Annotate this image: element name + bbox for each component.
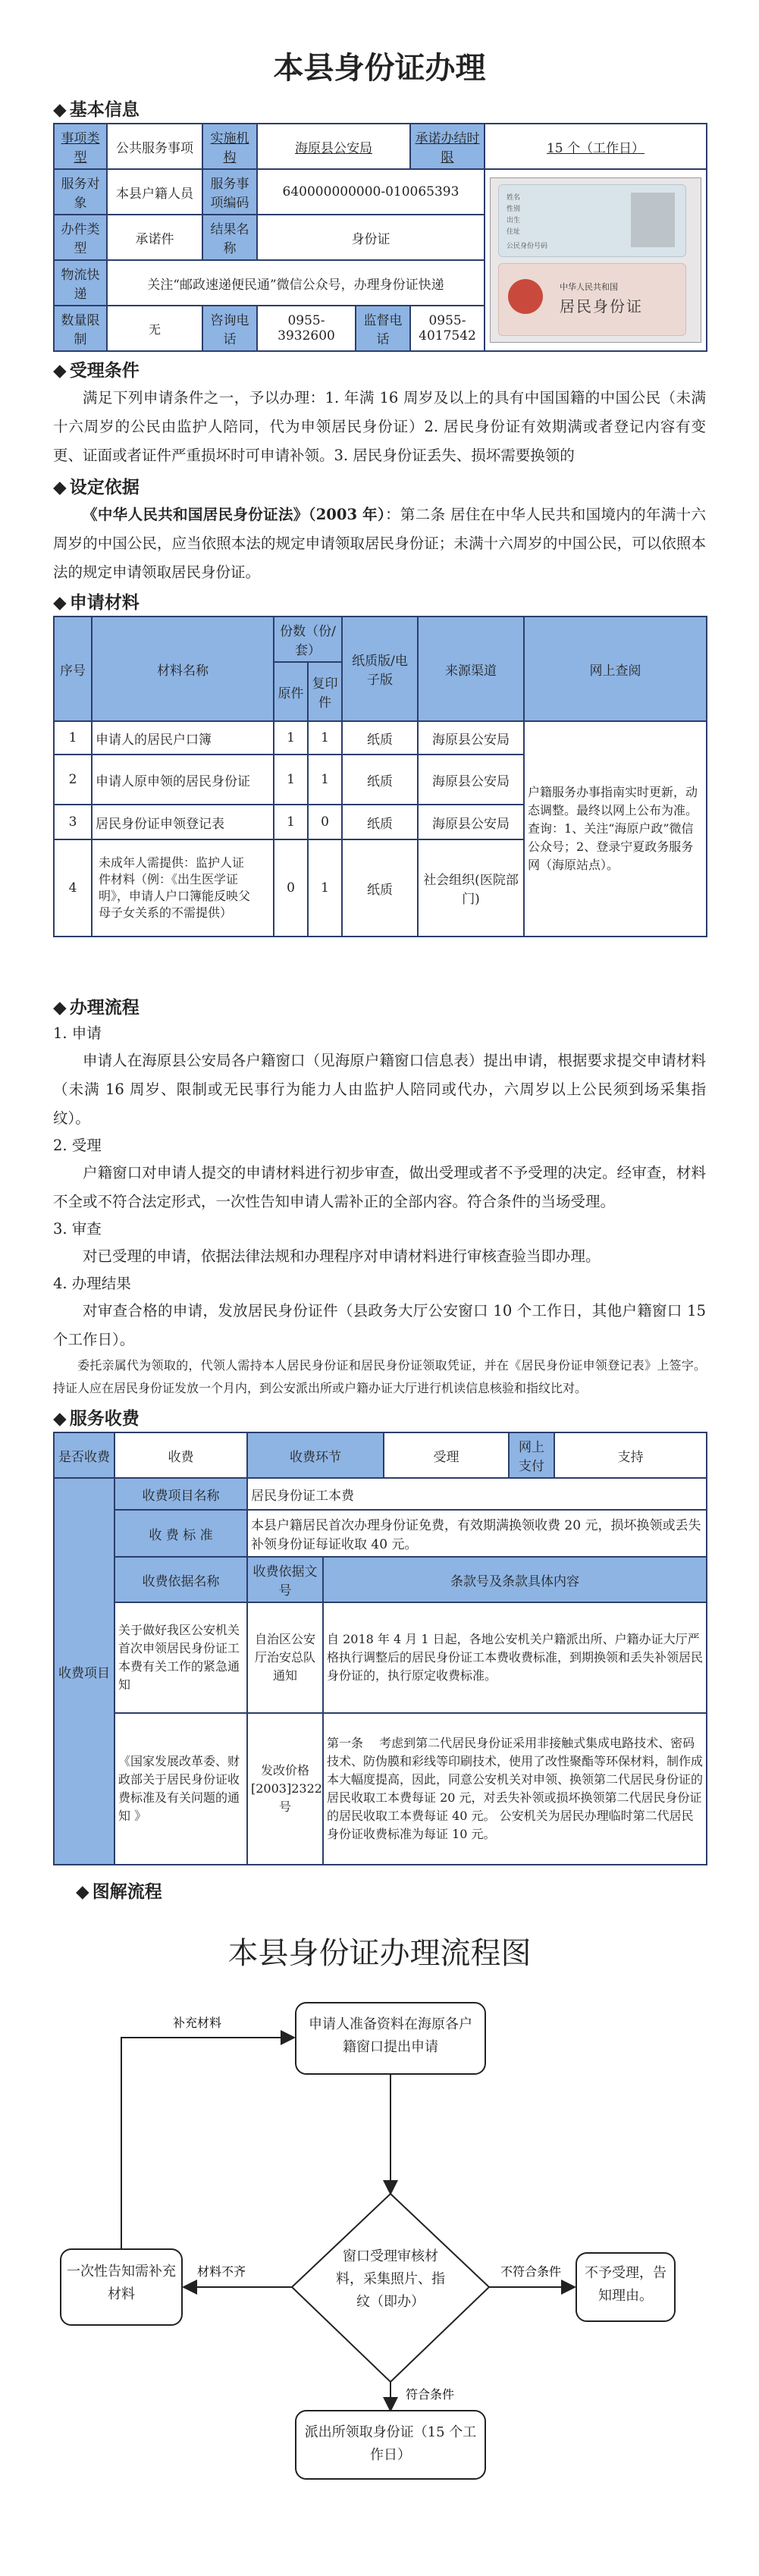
step-text: 申请人在海原县公安局各户籍窗口（见海原户籍窗口信息表）提出申请，根据要求提交申请材料（未满 16 周岁、限制或无民事行为能力人由监护人陪同或代办，六周岁以上公民须到场采集指纹）。 xyxy=(53,1052,706,1127)
id-card-front xyxy=(498,184,686,257)
mat-name: 居民身份证申领登记表 xyxy=(92,805,274,839)
mat-no: 4 xyxy=(54,839,92,937)
flow-apply-text: 申请人准备资料在海原各户籍窗口提出申请 xyxy=(309,2016,472,2055)
basis-law: 《中华人民共和国居民身份证法》（2003 年） xyxy=(83,506,386,523)
flow-review-text: 窗口受理审核材料，采集照片、指纹（即办） xyxy=(336,2248,445,2310)
basic-info-table xyxy=(53,123,707,352)
table-row xyxy=(54,1713,707,1865)
step-title: 1. 申请 xyxy=(53,1024,102,1042)
online-pay-label: 网上支付 xyxy=(509,1432,554,1478)
mat-medium: 纸质 xyxy=(342,721,418,755)
id-back-line2: 居民身份证 xyxy=(560,297,643,315)
fee-basis-name: 《国家发展改革委、财政部关于居民身份证收费标准及有关问题的通知 》 xyxy=(114,1713,247,1865)
mat-original: 0 xyxy=(274,839,308,937)
supervise-value: 0955-4017542 xyxy=(410,306,485,351)
mat-header-copy: 复印件 xyxy=(308,662,342,721)
flowchart xyxy=(53,1988,706,2488)
mat-online-note: 户籍服务办事指南实时更新，动态调整。最终以网上公布为准。查询：1、关注“海原户政”微信公众号；2、登录宁夏政务服务网（海原站点）。 xyxy=(524,721,707,937)
charge-label: 是否收费 xyxy=(54,1432,114,1478)
mat-header-no: 序号 xyxy=(54,617,92,721)
mat-header-name: 材料名称 xyxy=(92,617,274,721)
emblem-icon xyxy=(508,279,543,314)
flow-result-text: 派出所领取身份证（15 个工作日） xyxy=(304,2424,477,2463)
id-photo xyxy=(631,193,675,247)
stage-value: 受理 xyxy=(384,1432,509,1478)
service-type-value: 公共服务事项 xyxy=(107,124,202,169)
mat-original: 1 xyxy=(274,721,308,755)
fee-doc-no: 自治区公安厅治安总队通知 xyxy=(247,1602,323,1713)
standard-value: 本县户籍居民首次办理身份证免费，有效期满换领收费 20 元，损坏换领或丢失补领身份证每证收取 40 元。 xyxy=(247,1510,707,1557)
consult-label: 咨询电话 xyxy=(202,306,257,351)
fee-clause: 自 2018 年 4 月 1 日起，各地公安机关户籍派出所、户籍办证大厅严格执行调整后的居民身份证工本费收费标准，到期换领和丢失补领居民身份证的，执行原定收费标准。 xyxy=(323,1602,707,1713)
mat-copy: 1 xyxy=(308,721,342,755)
mat-medium: 纸质 xyxy=(342,755,418,805)
flow-arrow-supplement xyxy=(121,2038,293,2249)
mat-no: 1 xyxy=(54,721,92,755)
basis-paragraph xyxy=(53,500,706,587)
step-title: 4. 办理结果 xyxy=(53,1275,131,1292)
fees-table xyxy=(53,1432,707,1865)
doc-no-label: 收费依据文号 xyxy=(247,1557,323,1602)
flow-label-qualified: 符合条件 xyxy=(406,2387,455,2402)
mat-copy: 1 xyxy=(308,839,342,937)
doc-type-label: 办件类型 xyxy=(54,215,107,260)
mat-original: 1 xyxy=(274,805,308,839)
target-label: 服务对象 xyxy=(54,169,107,215)
process-note: 委托亲属代为领取的，代领人需持本人居民身份证和居民身份证领取凭证，并在《居民身份证申领登记表》上签字。持证人应在居民身份证发放一个月内，到公安派出所或户籍办证大厅进行机读信息核验和指纹比对。 xyxy=(53,1358,706,1395)
time-limit-value: 15 个（工作日） xyxy=(485,124,707,169)
mat-source: 海原县公安局 xyxy=(418,805,524,839)
code-label: 服务事项编码 xyxy=(202,169,257,215)
fee-basis-name: 关于做好我区公安机关首次申领居民身份证工本费有关工作的紧急通知 xyxy=(114,1602,247,1713)
section-flowchart-heading: ◆ 图解流程 xyxy=(53,1879,706,1905)
section-process-heading: ◆ 办理流程 xyxy=(53,995,706,1021)
service-type-label: 事项类型 xyxy=(54,124,107,169)
basis-name-label: 收费依据名称 xyxy=(114,1557,247,1602)
agency-value: 海原县公安局 xyxy=(257,124,410,169)
code-value: 640000000000-010065393 xyxy=(257,169,485,215)
mat-name: 未成年人需提供：监护人证件材料（例：《出生医学证明》，申请人户口簿能反映父母子女关系的不需提供） xyxy=(92,839,274,937)
step-title: 3. 审查 xyxy=(53,1220,102,1238)
mat-header-original: 原件 xyxy=(274,662,308,721)
fee-clause: 第一条 考虑到第二代居民身份证采用非接触式集成电路技术、密码技术、防伪膜和彩线等印刷技术，使用了改性聚酯等环保材料，制作成本大幅度提高，因此，同意公安机关对申领、换领第二代居民身份证的居民收取工本费每证 20 元，对丢失补领或损坏换领第二代居民身份证的居民收取工本费每证 40 元。 公安机关为居民办理临时第二代居民身份证收费标准为每证 10 元。 xyxy=(323,1713,707,1865)
flow-label-not-qualified: 不符合条件 xyxy=(500,2264,562,2279)
table-row xyxy=(54,721,707,755)
mat-header-medium: 纸质版/电子版 xyxy=(342,617,418,721)
consult-value: 0955-3932600 xyxy=(257,306,356,351)
mat-copy: 1 xyxy=(308,755,342,805)
mat-header-source: 来源渠道 xyxy=(418,617,524,721)
mat-copy: 0 xyxy=(308,805,342,839)
step-text: 对已受理的申请，依据法律法规和办理程序对申请材料进行审核查验当即办理。 xyxy=(83,1247,601,1265)
items-label: 收费项目 xyxy=(54,1478,114,1865)
mat-source: 海原县公安局 xyxy=(418,721,524,755)
flow-reject-text: 不予受理，告知理由。 xyxy=(585,2265,666,2304)
time-limit-label: 承诺办结时限 xyxy=(410,124,485,169)
express-label: 物流快递 xyxy=(54,260,107,306)
id-front-gender: 性别 xyxy=(507,206,521,213)
id-front-birth: 出生 xyxy=(507,217,521,224)
id-back-line1: 中华人民共和国 xyxy=(560,282,618,292)
mat-original: 1 xyxy=(274,755,308,805)
standard-label: 收 费 标 准 xyxy=(114,1510,247,1557)
section-materials-heading: ◆ 申请材料 xyxy=(53,590,706,616)
flowchart-title: 本县身份证办理流程图 xyxy=(227,1936,532,1971)
doc-type-value: 承诺件 xyxy=(107,215,202,260)
page-title: 本县身份证办理 xyxy=(273,51,486,86)
quantity-value: 无 xyxy=(107,306,202,351)
step-text: 户籍窗口对申请人提交的申请材料进行初步审查，做出受理或者不予受理的决定。经审查，材料不全或不符合法定形式，一次性告知申请人需补正的全部内容。符合条件的当场受理。 xyxy=(53,1164,706,1210)
mat-source: 海原县公安局 xyxy=(418,755,524,805)
section-basic-heading: ◆ 基本信息 xyxy=(53,97,706,123)
mat-name: 申请人的居民户口簿 xyxy=(92,721,274,755)
section-basis-heading: ◆ 设定依据 xyxy=(53,475,706,500)
target-value: 本县户籍人员 xyxy=(107,169,202,215)
mat-medium: 纸质 xyxy=(342,839,418,937)
agency-label: 实施机构 xyxy=(202,124,257,169)
process-steps xyxy=(53,1021,706,1400)
mat-medium: 纸质 xyxy=(342,805,418,839)
express-value: 关注“邮政速递便民通”微信公众号，办理身份证快递 xyxy=(107,260,485,306)
mat-source: 社会组织(医院部门) xyxy=(418,839,524,937)
result-label: 结果名称 xyxy=(202,215,257,260)
mat-no: 3 xyxy=(54,805,92,839)
flow-label-incomplete: 材料不齐 xyxy=(196,2264,246,2279)
result-value: 身份证 xyxy=(257,215,485,260)
table-row xyxy=(54,1602,707,1713)
stage-label: 收费环节 xyxy=(247,1432,384,1478)
mat-header-copies: 份数（份/套） xyxy=(274,617,342,662)
flow-label-supplement: 补充材料 xyxy=(172,2016,222,2030)
id-front-addr: 住址 xyxy=(507,228,521,236)
mat-no: 2 xyxy=(54,755,92,805)
item-name-value: 居民身份证工本费 xyxy=(247,1478,707,1510)
id-front-name: 姓名 xyxy=(507,194,521,202)
clause-label: 条款号及条款具体内容 xyxy=(323,1557,707,1602)
online-pay-value: 支持 xyxy=(554,1432,707,1478)
step-title: 2. 受理 xyxy=(53,1137,102,1154)
supervise-label: 监督电话 xyxy=(356,306,410,351)
mat-header-online: 网上查阅 xyxy=(524,617,707,721)
materials-table xyxy=(53,616,707,937)
id-front-number: 公民身份号码 xyxy=(507,243,548,250)
quantity-label: 数量限制 xyxy=(54,306,107,351)
step-text: 对审查合格的申请，发放居民身份证件（县政务大厅公安窗口 10 个工作日，其他户籍窗口 15 个工作日）。 xyxy=(53,1302,706,1348)
flow-notify-text: 一次性告知需补充材料 xyxy=(67,2264,176,2302)
id-card-back xyxy=(498,263,686,336)
section-fees-heading: ◆ 服务收费 xyxy=(53,1406,706,1432)
basis-text: ：第二条 居住在中华人民共和国境内的年满十六周岁的中国公民，应当依照本法的规定申请领取居民身份证；未满十六周岁的中国公民，可以依照本法的规定申请领取居民身份证。 xyxy=(53,506,707,581)
section-conditions-heading: ◆ 受理条件 xyxy=(53,358,706,384)
id-card-cell xyxy=(485,169,707,351)
fee-doc-no: 发改价格[2003]2322 号 xyxy=(247,1713,323,1865)
mat-name: 申请人原申领的居民身份证 xyxy=(92,755,274,805)
id-card-image xyxy=(490,177,701,343)
charge-value: 收费 xyxy=(114,1432,247,1478)
conditions-text: 满足下列申请条件之一，予以办理：1. 年满 16 周岁及以上的具有中国国籍的中国公民（未满十六周岁的公民由监护人陪同，代为申领居民身份证）2. 居民身份证有效期满或者登记内容有变更、证面或者证件严重损坏时可申请补领。3. 居民身份证丢失、损坏需要换领的 xyxy=(53,389,706,464)
item-name-label: 收费项目名称 xyxy=(114,1478,247,1510)
